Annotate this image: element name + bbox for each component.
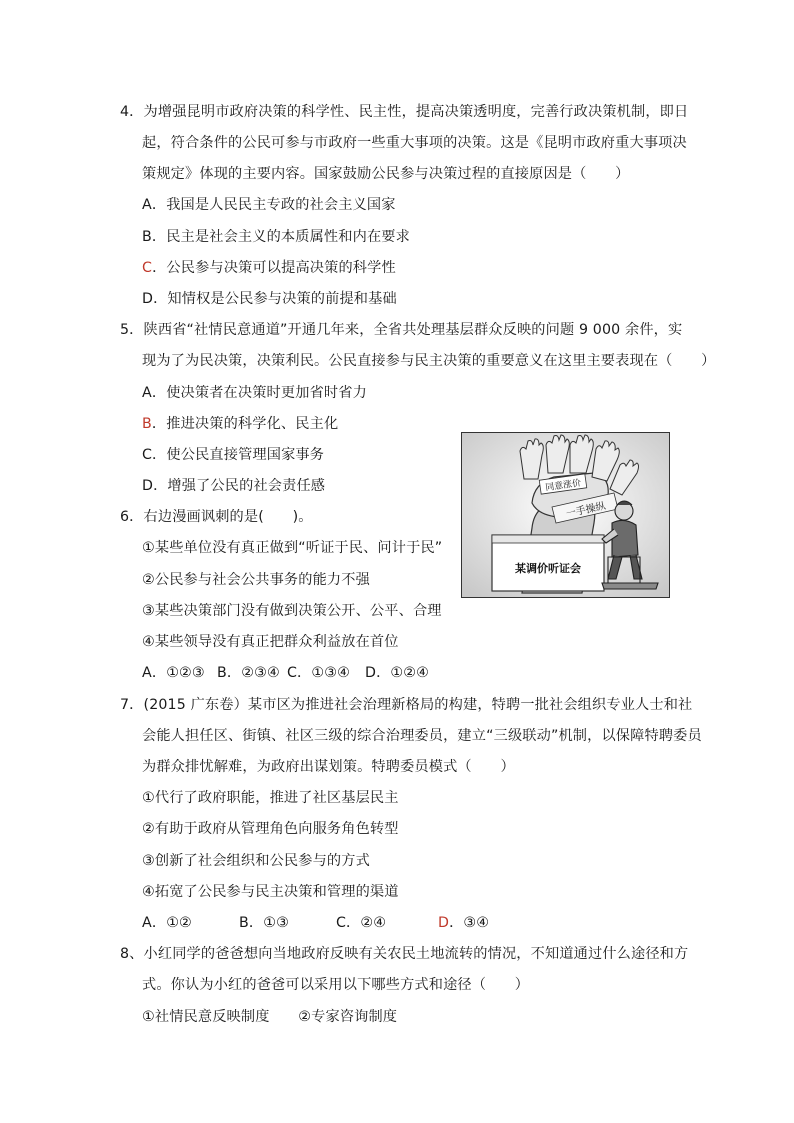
q7-item-3: ③创新了社会组织和公民参与的方式 bbox=[142, 853, 370, 869]
q4-stem-line-3: 策规定》体现的主要内容。国家鼓励公民参与决策过程的直接原因是（ ） bbox=[142, 166, 630, 182]
q4-option-c bbox=[142, 258, 396, 278]
q6-answer-c: C．①③④ bbox=[287, 665, 351, 681]
q6-item-2: ②公民参与社会公共事务的能力不强 bbox=[142, 572, 370, 588]
q5-option-a: A．使决策者在决策时更加省时省力 bbox=[142, 385, 367, 401]
q7-answer-d-text: ．③④ bbox=[449, 915, 490, 931]
q4-stem-line-1: 4．为增强昆明市政府决策的科学性、民主性，提高决策透明度，完善行政决策机制，即日 bbox=[120, 104, 689, 120]
q6-item-4: ④某些领导没有真正把群众利益放在首位 bbox=[142, 634, 399, 650]
q7-item-4: ④拓宽了公民参与民主决策和管理的渠道 bbox=[142, 884, 399, 900]
q7-answer-a: A．①② bbox=[142, 915, 192, 931]
cartoon-hand-label: 一手操纵 bbox=[565, 500, 607, 521]
q6-answer-row bbox=[142, 663, 429, 683]
q7-answer-row bbox=[142, 913, 489, 933]
q5-stem-line-2: 现为了为民决策，决策利民。公民直接参与民主决策的重要意义在这里主要表现在（ ） bbox=[142, 353, 716, 369]
cartoon-drawing bbox=[462, 433, 669, 597]
q7-answer-d-letter: D bbox=[438, 915, 450, 931]
q8-stem-line-1: 8、小红同学的爸爸想向当地政府反映有关农民土地流转的情况，不知道通过什么途径和方 bbox=[120, 946, 689, 962]
satire-cartoon bbox=[461, 432, 670, 598]
cartoon-hands-label: 同意涨价 bbox=[544, 478, 582, 494]
q6-item-1: ①某些单位没有真正做到“听证于民、问计于民” bbox=[142, 540, 443, 556]
q5-option-b-text: ．推进决策的科学化、民主化 bbox=[151, 416, 339, 432]
q4-option-c-letter: C bbox=[142, 260, 153, 276]
q7-answer-b: B．①③ bbox=[239, 915, 289, 931]
q4-option-c-text: ．公民参与决策可以提高决策的科学性 bbox=[152, 260, 396, 276]
q7-item-2: ②有助于政府从管理角色向服务角色转型 bbox=[142, 821, 399, 837]
q8-items-line: ①社情民意反映制度 ②专家咨询制度 bbox=[142, 1009, 398, 1025]
q7-stem-line-1: 7．(2015 广东卷）某市区为推进社会治理新格局的构建，特聘一批社会组织专业人士和社 bbox=[120, 697, 693, 713]
q6-answer-b: B．②③④ bbox=[217, 665, 280, 681]
q8-stem-line-2: 式。你认为小红的爸爸可以采用以下哪些方式和途径（ ） bbox=[142, 977, 530, 993]
q6-stem-line-1: 6．右边漫画讽刺的是( )。 bbox=[120, 509, 313, 525]
cartoon-banner-text: 某调价听证会 bbox=[515, 562, 581, 575]
q5-option-b-letter: B bbox=[142, 416, 152, 432]
q7-answer-d bbox=[438, 913, 489, 933]
q4-option-a: A．我国是人民民主专政的社会主义国家 bbox=[142, 197, 396, 213]
q7-answer-c: C．②④ bbox=[336, 915, 387, 931]
q6-item-3: ③某些决策部门没有做到决策公开、公平、合理 bbox=[142, 603, 442, 619]
q6-answer-d: D．①②④ bbox=[365, 665, 430, 681]
q5-stem-line-1: 5．陕西省“社情民意通道”开通几年来，全省共处理基层群众反映的问题 9 000 余件，实 bbox=[120, 322, 683, 338]
q4-option-d: D．知情权是公民参与决策的前提和基础 bbox=[142, 291, 397, 307]
q7-stem-line-2: 会能人担任区、街镇、社区三级的综合治理委员，建立“三级联动”机制，以保障特聘委员 bbox=[142, 728, 702, 744]
q6-answer-a: A．①②③ bbox=[142, 665, 205, 681]
q5-option-d: D．增强了公民的社会责任感 bbox=[142, 478, 326, 494]
q7-stem-line-3: 为群众排忧解难，为政府出谋划策。特聘委员模式（ ） bbox=[142, 759, 515, 775]
q5-option-c: C．使公民直接管理国家事务 bbox=[142, 447, 325, 463]
q5-option-b bbox=[142, 414, 338, 434]
q7-item-1: ①代行了政府职能，推进了社区基层民主 bbox=[142, 790, 399, 806]
q4-option-b: B．民主是社会主义的本质属性和内在要求 bbox=[142, 229, 410, 245]
q4-stem-line-2: 起，符合条件的公民可参与市政府一些重大事项的决策。这是《昆明市政府重大事项决 bbox=[142, 135, 687, 151]
